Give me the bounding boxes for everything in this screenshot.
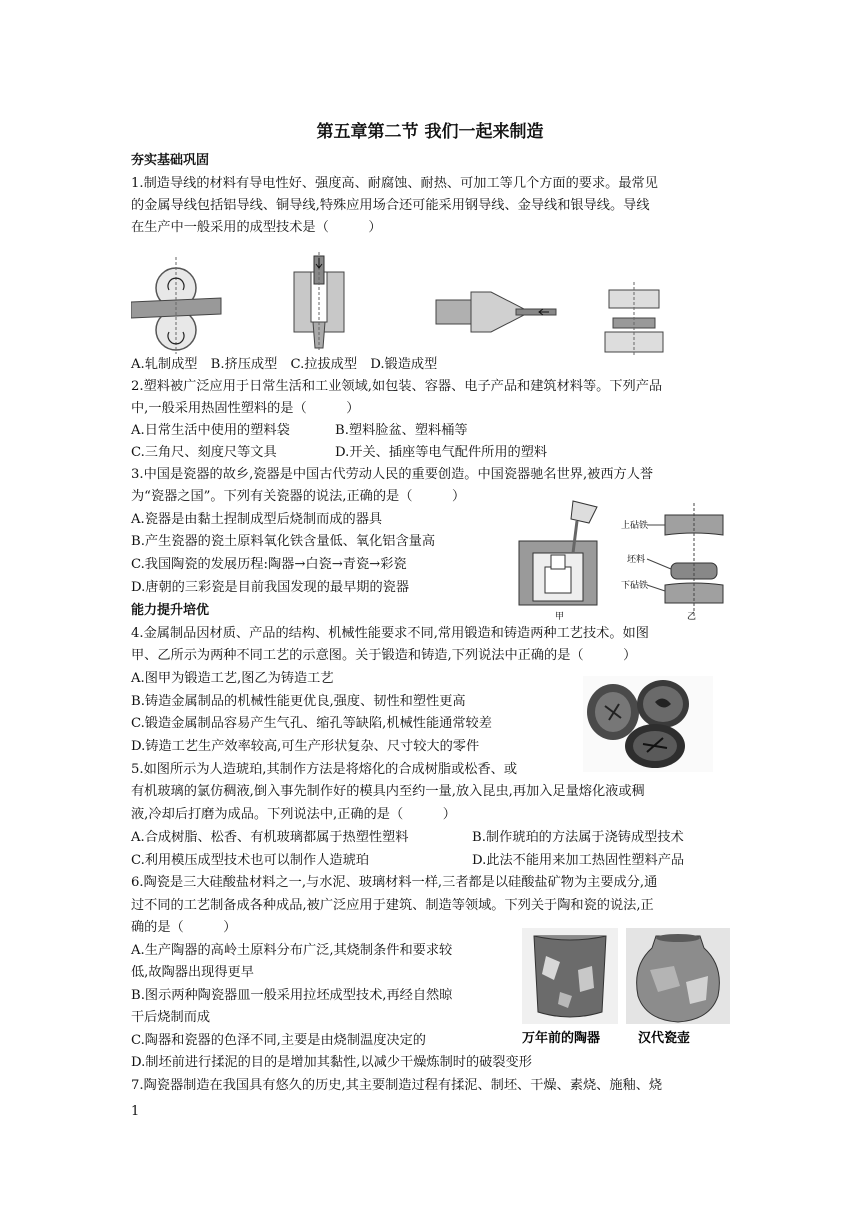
q6-option-d: D.制坯前进行揉泥的目的是增加其黏性,以减少干燥炼制时的破裂变形: [131, 1055, 532, 1070]
section-heading-basic: 夯实基础巩固: [131, 153, 210, 168]
q6-option-a-line-2: 低,故陶器出现得更早: [131, 965, 254, 980]
label-upper-anvil: 上砧铁: [621, 521, 649, 531]
q3-line-2: 为“瓷器之国”。下列有关瓷器的说法,正确的是（ ）: [131, 489, 466, 504]
q2-option-d: D.开关、插座等电气配件所用的塑料: [335, 445, 548, 460]
q5-option-d: D.此法不能用来加工热固性塑料产品: [472, 853, 685, 868]
extrusion-diagram: [294, 252, 344, 352]
label-jia: 甲: [555, 612, 565, 622]
q2-option-c: C.三角尺、刻度尺等文具: [131, 445, 277, 460]
q7-line-1: 7.陶瓷器制造在我国具有悠久的历史,其主要制造过程有揉泥、制坯、干燥、素烧、施釉、烧: [131, 1078, 663, 1093]
q5-option-c: C.利用模压成型技术也可以制作人造琥珀: [131, 853, 369, 868]
q2-line-2: 中,一般采用热固性塑料的是（ ）: [131, 401, 360, 416]
caption-han-pot: 汉代瓷壶: [638, 1031, 691, 1046]
q1-options: A.轧制成型 B.挤压成型 C.拉拔成型 D.锻造成型: [131, 357, 438, 372]
forging-diagram: [605, 282, 663, 356]
q1-line-1: 1.制造导线的材料有导电性好、强度高、耐腐蚀、耐热、可加工等几个方面的要求。最常见: [131, 176, 658, 191]
q3-option-d: D.唐朝的三彩瓷是目前我国发现的最早期的瓷器: [131, 580, 410, 595]
label-yi: 乙: [687, 612, 697, 622]
wire-drawing-diagram: [436, 292, 556, 332]
q6-option-c: C.陶器和瓷器的色泽不同,主要是由烧制温度决定的: [131, 1033, 426, 1048]
page-title: 第五章第二节 我们一起来制造: [316, 122, 544, 142]
q2-line-1: 2.塑料被广泛应用于日常生活和工业领域,如包装、容器、电子产品和建筑材料等。下列产品: [131, 379, 663, 394]
forging-press-diagram: [621, 503, 723, 622]
q6-option-a-line-1: A.生产陶器的高岭土原料分布广泛,其烧制条件和要求较: [131, 943, 453, 958]
q4-line-1: 4.金属制品因材质、产品的结构、机械性能要求不同,常用锻造和铸造两种工艺技术。如图: [131, 626, 649, 641]
forming-processes-figure: [131, 252, 731, 356]
han-porcelain-pot-photo: [626, 928, 730, 1046]
q2-option-b: B.塑料脸盆、塑料桶等: [335, 423, 468, 438]
artificial-amber-photo: [583, 676, 713, 772]
casting-forging-figure: [517, 497, 737, 623]
q5-line-3: 液,冷却后打磨为成品。下列说法中,正确的是（ ）: [131, 807, 456, 822]
q5-line-1: 5.如图所示为人造琥珀,其制作方法是将熔化的合成树脂或松香、或: [131, 762, 518, 777]
section-heading-advanced: 能力提升培优: [131, 603, 210, 618]
label-blank: 坯料: [627, 555, 646, 565]
q4-option-b: B.铸造金属制品的机械性能更优良,强度、韧性和塑性更高: [131, 694, 466, 709]
caption-ancient-pottery: 万年前的陶器: [522, 1031, 601, 1046]
page-number: 1: [131, 1104, 140, 1119]
q6-option-b-line-1: B.图示两种陶瓷器皿一般采用拉坯成型技术,再经自然晾: [131, 988, 453, 1003]
ancient-pottery-photo: [522, 928, 618, 1046]
q6-line-2: 过不同的工艺制备成各种成品,被广泛应用于建筑、制造等领域。下列关于陶和瓷的说法,正: [131, 898, 654, 913]
rolling-diagram: [131, 257, 221, 354]
label-lower-anvil: 下砧铁: [621, 581, 649, 591]
q6-line-3: 确的是（ ）: [131, 920, 237, 935]
casting-diagram: [519, 501, 597, 622]
q6-line-1: 6.陶瓷是三大硅酸盐材料之一,与水泥、玻璃材料一样,三者都是以硅酸盐矿物为主要成分,通: [131, 875, 658, 890]
q5-option-b: B.制作琥珀的方法属于浇铸成型技术: [472, 830, 684, 845]
q5-option-a: A.合成树脂、松香、有机玻璃都属于热塑性塑料: [131, 830, 409, 845]
q6-option-b-line-2: 干后烧制而成: [131, 1010, 211, 1025]
q3-line-1: 3.中国是瓷器的故乡,瓷器是中国古代劳动人民的重要创造。中国瓷器驰名世界,被西方人誉: [131, 467, 654, 482]
q4-option-d: D.铸造工艺生产效率较高,可生产形状复杂、尺寸较大的零件: [131, 739, 480, 754]
q5-line-2: 有机玻璃的氯仿稠液,倒入事先制作好的模具内至约一量,放入昆虫,再加入足量熔化液或稠: [131, 784, 645, 799]
q3-option-c: C.我国陶瓷的发展历程:陶器→白瓷→青瓷→彩瓷: [131, 557, 407, 572]
q1-line-3: 在生产中一般采用的成型技术是（ ）: [131, 220, 382, 235]
q4-option-c: C.锻造金属制品容易产生气孔、缩孔等缺陷,机械性能通常较差: [131, 716, 492, 731]
q2-option-a: A.日常生活中使用的塑料袋: [131, 423, 290, 438]
q3-option-a: A.瓷器是由黏土捏制成型后烧制而成的器具: [131, 512, 383, 527]
pottery-photos: [520, 926, 734, 1050]
q3-option-b: B.产生瓷器的瓷土原料氧化铁含量低、氧化铝含量高: [131, 534, 436, 549]
q1-line-2: 的金属导线包括铝导线、铜导线,特殊应用场合还可能采用钢导线、金导线和银导线。导线: [131, 198, 650, 213]
q4-line-2: 甲、乙所示为两种不同工艺的示意图。关于锻造和铸造,下列说法中正确的是（ ）: [131, 648, 637, 663]
q4-option-a: A.图甲为锻造工艺,图乙为铸造工艺: [131, 671, 334, 686]
